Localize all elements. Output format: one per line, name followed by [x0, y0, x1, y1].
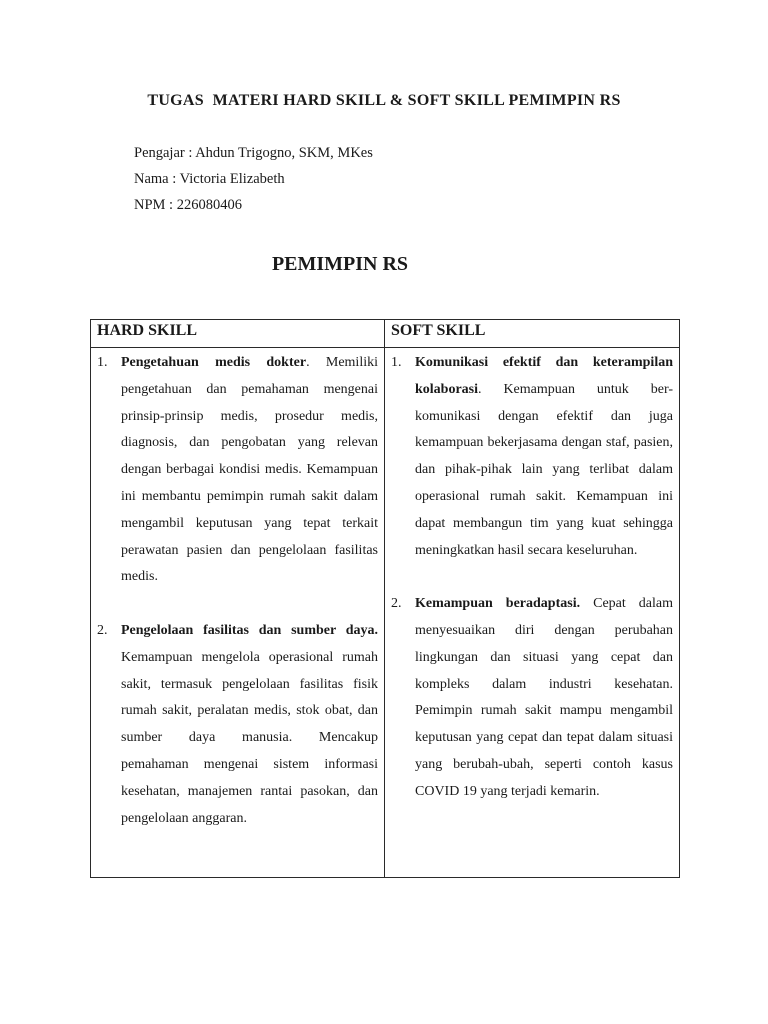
item-number: 1.	[391, 355, 402, 370]
item-text: . Memiliki pengetahuan dan pemahaman mengenai prinsip-prinsip medis, prosedur medis, diagnosis, dan pengobatan yang relevan dengan berbagai kondisi medis. Kemampuan ini membantu pemimpin rumah sakit dalam mengambil keputusan yang tepat terkait perawatan pasien dan pengelolaan fasilitas medis.	[121, 355, 378, 585]
item-text: Kemampuan mengelola operasional rumah sakit, termasuk pengelolaan fasilitas fisik rumah sakit, peralatan medis, stok obat, dan sumber daya manusia. Mencakup pemahaman mengenai sistem informasi kesehatan, manajemen rantai pasokan, dan pengelolaan anggaran.	[121, 649, 378, 826]
item-title: Komunikasi efektif dan keterampilan kolaborasi	[415, 355, 673, 397]
item-text: Cepat dalam menyesuaikan diri dengan perubahan lingkungan dan situasi yang cepat dan kompleks dalam industri kesehatan. Pemimpin rumah sakit mampu mengambil keputusan yang cepat dan tepat dalam situasi yang berubah-ubah, seperti contoh kasus COVID 19 yang terjadi kemarin.	[415, 596, 673, 799]
student-name-line: Nama : Victoria Elizabeth	[134, 171, 285, 187]
item-text: . Kemampuan untuk ber-komunikasi dengan efektif dan juga kemampuan bekerjasama dengan staf, pasien, dan pihak-pihak lain yang terlibat dalam operasional rumah sakit. Kemampuan ini dapat membangun tim yang kuat sehingga meningkatkan hasil secara keseluruhan.	[415, 381, 673, 558]
document-title: TUGAS MATERI HARD SKILL & SOFT SKILL PEMIMPIN RS	[147, 92, 621, 109]
table-header-row	[91, 320, 680, 348]
list-item	[97, 350, 378, 591]
item-number: 1.	[97, 355, 108, 370]
hard-skill-header: HARD SKILL	[91, 320, 385, 348]
item-title: Pengetahuan medis dokter	[121, 355, 307, 370]
skills-table	[90, 319, 680, 878]
soft-skill-cell	[385, 348, 680, 878]
table-row	[91, 348, 680, 878]
list-item	[97, 618, 378, 832]
list-item	[391, 350, 673, 564]
npm-line: NPM : 226080406	[134, 197, 242, 213]
section-title: PEMIMPIN RS	[271, 253, 409, 275]
item-title: Pengelolaan fasilitas dan sumber daya.	[121, 622, 378, 638]
document-meta	[134, 140, 373, 218]
item-title: Kemampuan beradaptasi.	[415, 596, 581, 612]
item-number: 2.	[391, 596, 402, 612]
list-item	[391, 591, 673, 805]
hard-skill-cell	[91, 348, 385, 878]
item-number: 2.	[97, 622, 108, 638]
teacher-line: Pengajar : Ahdun Trigogno, SKM, MKes	[134, 145, 373, 161]
soft-skill-header: SOFT SKILL	[385, 320, 680, 348]
